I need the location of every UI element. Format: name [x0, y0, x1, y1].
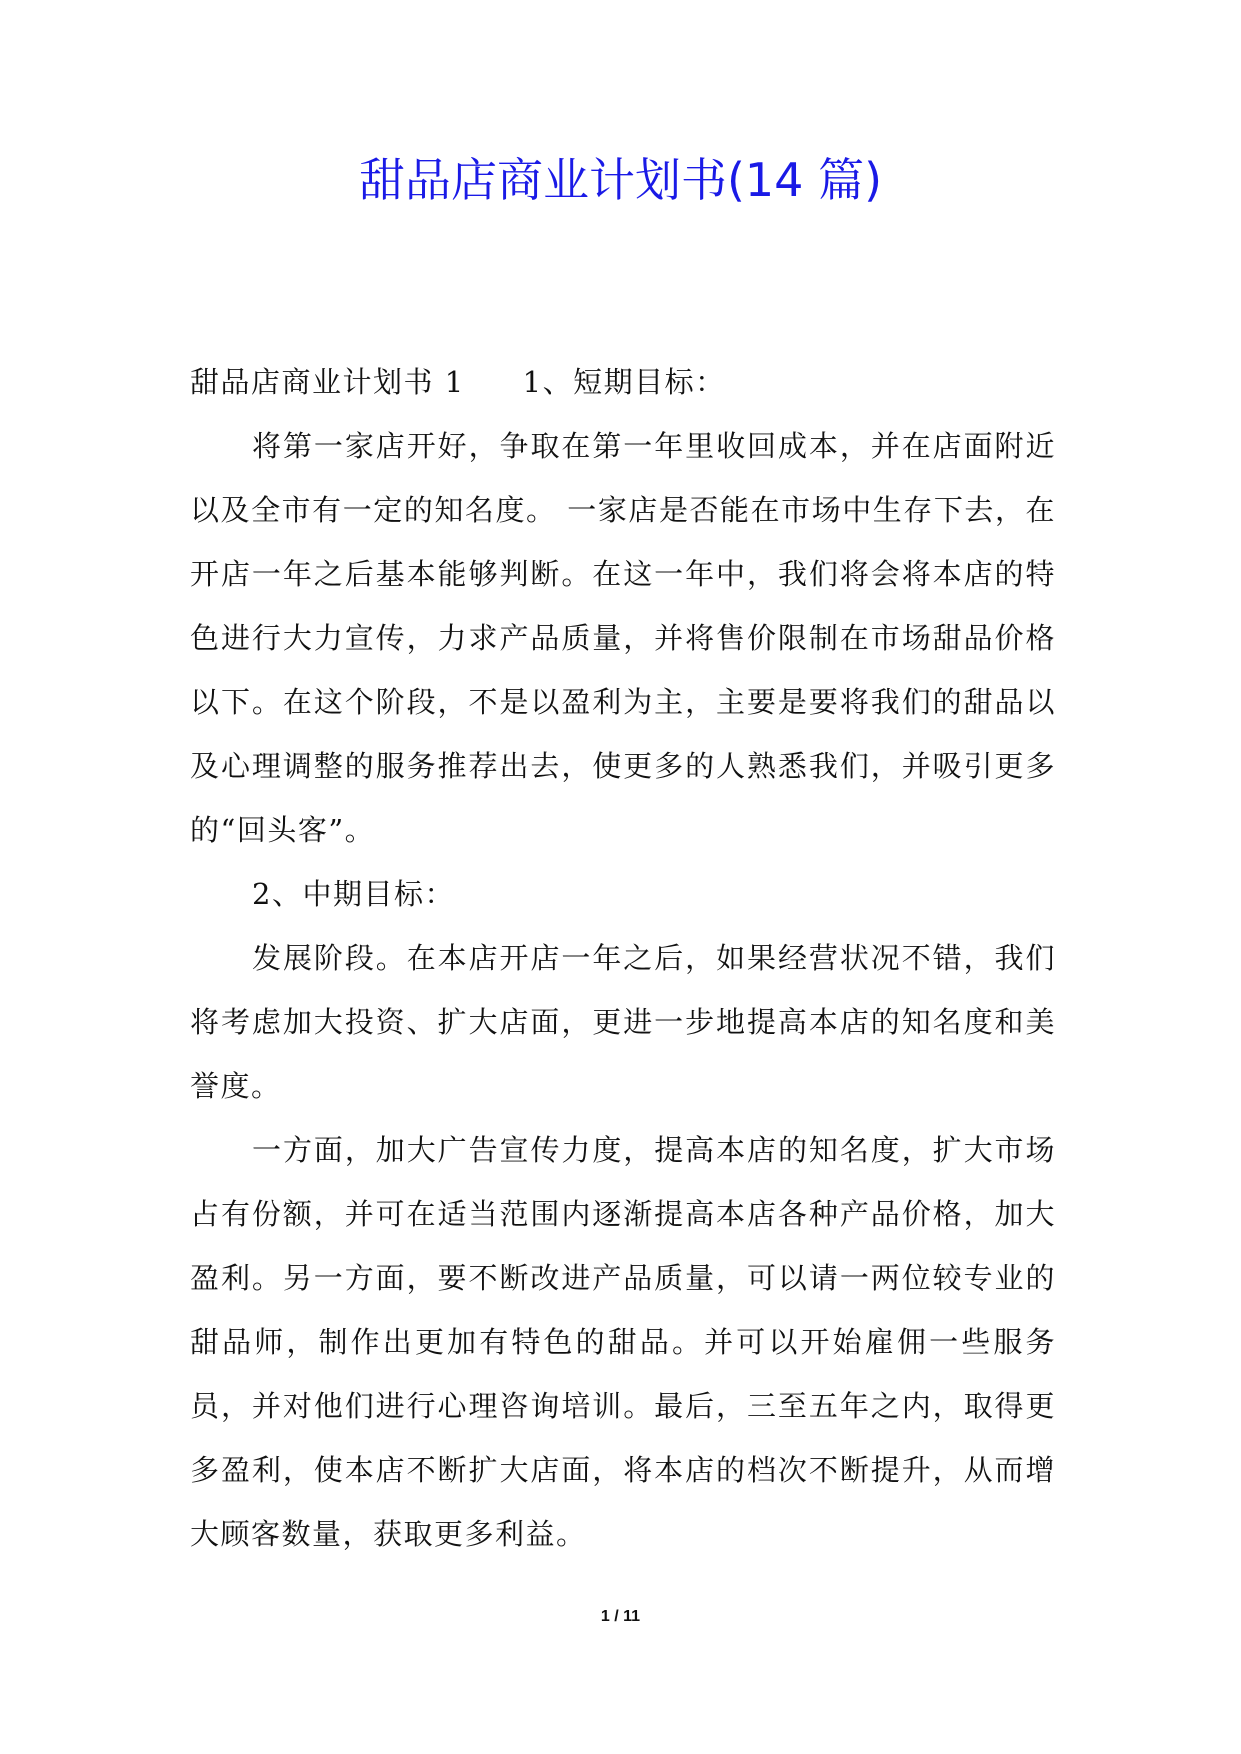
document-title: 甜品店商业计划书(14 篇)	[358, 153, 883, 207]
section-heading-line	[190, 350, 1056, 414]
paragraph-short-term: 将第一家店开好，争取在第一年里收回成本，并在店面附近以及全市有一定的知名度。 一家店是否能在市场中生存下去，在开店一年之后基本能够判断。在这一年中，我们将会将本店的特色进行大力宣传，力求产品质量，并将售价限制在市场甜品价格以下。在这个阶段，不是以盈利为主，主要是要将我们的甜品以及心理调整的服务推荐出去，使更多的人熟悉我们，并吸引更多的“回头客”。	[190, 429, 1056, 847]
section-subheading: 1、短期目标：	[522, 365, 726, 399]
paragraph-marketing: 一方面，加大广告宣传力度，提高本店的知名度，扩大市场占有份额，并可在适当范围内逐渐提高本店各种产品价格，加大盈利。另一方面，要不断改进产品质量，可以请一两位较专业的甜品师，制作出更加有特色的甜品。并可以开始雇佣一些服务员，并对他们进行心理咨询培训。最后，三至五年之内，取得更多盈利，使本店不断扩大店面，将本店的档次不断提升，从而增大顾客数量，获取更多利益。	[190, 1133, 1056, 1551]
section-heading: 甜品店商业计划书 1	[190, 365, 465, 399]
paragraph-mid-term-heading: 2、中期目标：	[252, 877, 455, 911]
document-body	[190, 350, 1056, 1566]
page-number: 1 / 11	[600, 1608, 641, 1625]
paragraph-development: 发展阶段。在本店开店一年之后，如果经营状况不错，我们将考虑加大投资、扩大店面，更进一步地提高本店的知名度和美誉度。	[190, 941, 1056, 1103]
